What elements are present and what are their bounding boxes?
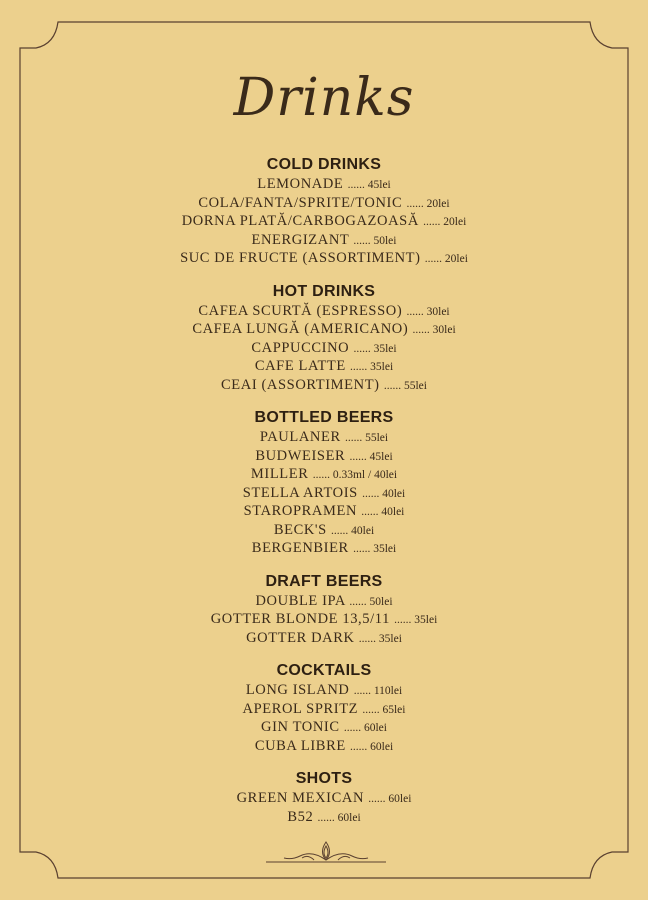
section-title: BOTTLED BEERS [254,409,394,426]
menu-item: PAULANER ...... 55lei [259,429,389,445]
section-cold-drinks [0,154,648,269]
menu-item: BECK'S ...... 40lei [273,521,375,538]
menu-item: DOUBLE IPA ...... 50lei [255,592,393,609]
menu-item: ENERGIZANT ...... 50lei [251,231,397,248]
menu-item: CAFEA SCURTĂ (ESPRESSO) ...... 30lei [198,302,450,319]
menu-title: Drinks [233,68,415,128]
section-bottled-beers [0,407,648,559]
menu-item: GREEN MEXICAN ...... 60lei [236,790,412,806]
menu-item: APEROL SPRITZ ...... 65lei [242,700,406,717]
section-draft-beers [0,571,648,649]
menu-item: CUBA LIBRE ...... 60lei [254,737,394,754]
menu-item: LEMONADE ...... 45lei [257,176,391,192]
section-title: COCKTAILS [276,662,372,679]
menu-item: BERGENBIER ...... 35lei [251,540,397,556]
menu-item: COLA/FANTA/SPRITE/TONIC ...... 20lei [198,194,450,211]
menu-item: BUDWEISER ...... 45lei [255,447,393,464]
menu-item: STELLA ARTOIS ...... 40lei [242,484,406,501]
section-title: COLD DRINKS [266,156,382,173]
menu-item: SUC DE FRUCTE (ASSORTIMENT) ...... 20lei [180,250,468,266]
menu-item: DORNA PLATĂ/CARBOGAZOASĂ ...... 20lei [181,213,467,229]
section-title: DRAFT BEERS [265,572,383,590]
section-hot-drinks [0,281,648,396]
menu-item: MILLER ...... 0.33ml / 40lei [250,466,398,482]
menu-item: LONG ISLAND ...... 110lei [245,682,403,698]
menu-item: CAFE LATTE ...... 35lei [254,358,394,374]
menu-item: CEAI (ASSORTIMENT) ...... 55lei [221,376,427,393]
section-shots [0,768,648,827]
drinks-menu [0,154,648,839]
menu-item: GIN TONIC ...... 60lei [261,719,387,735]
menu-item: CAFEA LUNGĂ (AMERICANO) ...... 30lei [192,321,456,337]
section-title: HOT DRINKS [272,282,376,300]
menu-item: STAROPRAMEN ...... 40lei [243,503,405,519]
section-title: SHOTS [295,770,353,787]
menu-item: CAPPUCCINO ...... 35lei [251,339,397,356]
section-cocktails [0,660,648,756]
menu-item: B52 ...... 60lei [287,808,361,825]
menu-item: GOTTER DARK ...... 35lei [246,629,402,646]
flourish-ornament-icon [264,838,388,868]
menu-item: GOTTER BLONDE 13,5/11 ...... 35lei [210,611,438,627]
